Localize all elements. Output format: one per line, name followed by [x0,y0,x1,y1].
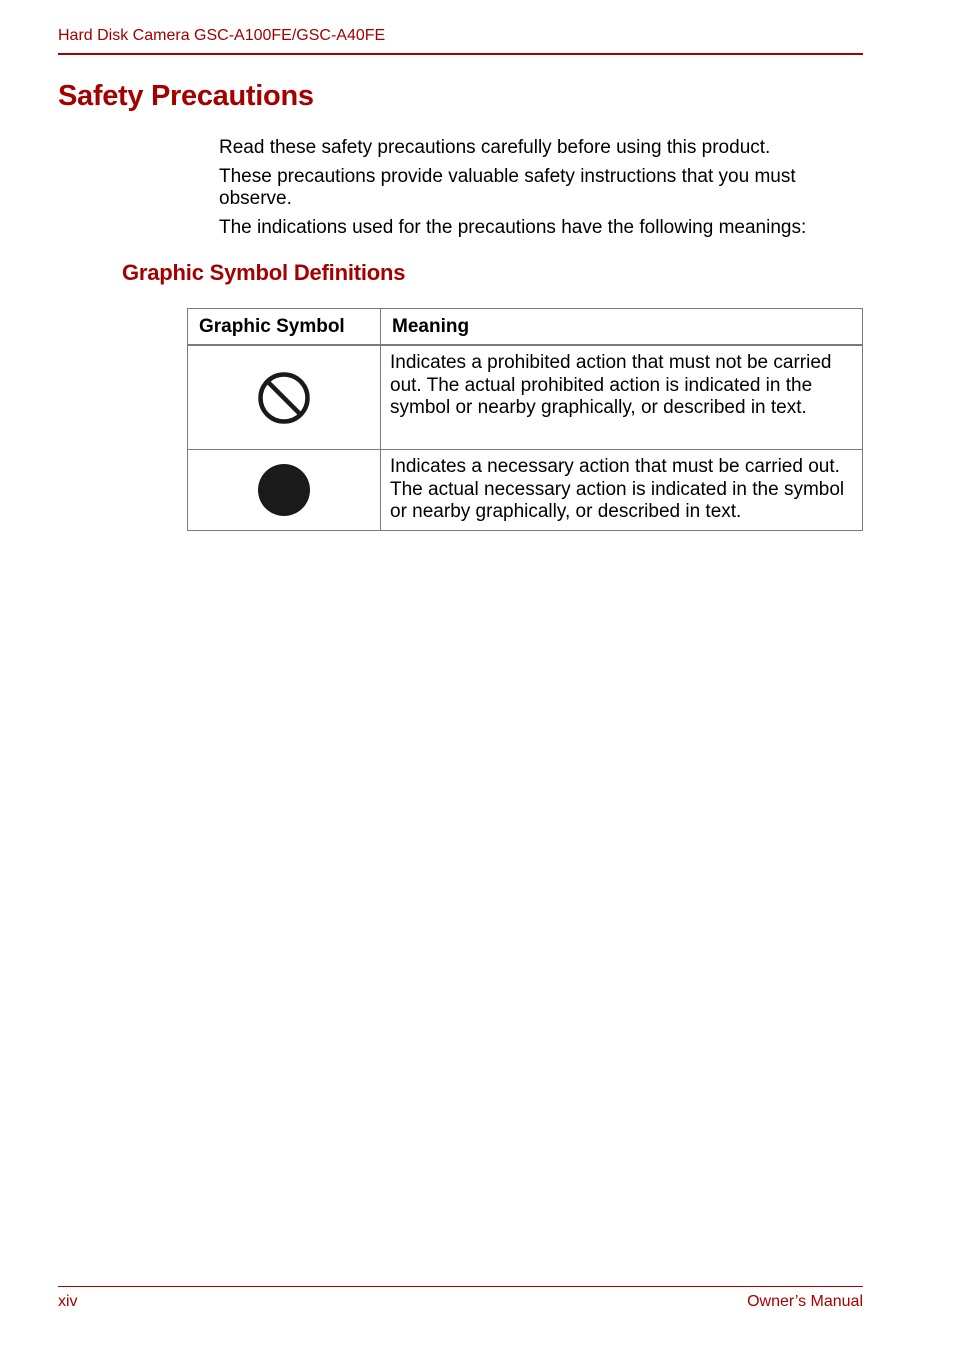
page-number: xiv [58,1293,78,1310]
prohibited-icon [257,371,311,425]
symbol-definitions-table [187,308,863,531]
intro-paragraph: Read these safety precautions carefully before using this product. [219,137,771,158]
running-header: Hard Disk Camera GSC-A100FE/GSC-A40FE [58,27,386,44]
footer-divider [58,1286,863,1287]
meaning-cell: Indicates a prohibited action that must not be carried out. The actual prohibited action is indicated in the symbol or nearby graphically, or described in text. [381,345,863,450]
meaning-cell: Indicates a necessary action that must be carried out. The actual necessary action is indicated in the symbol or nearby graphically, or described in text. [381,450,863,531]
column-header-symbol: Graphic Symbol [188,309,381,346]
section-title: Graphic Symbol Definitions [122,260,406,285]
intro-paragraph: These precautions provide valuable safety instructions that you must observe. [219,166,796,209]
table-row [188,450,863,531]
symbol-cell [188,345,381,450]
table-row [188,345,863,450]
page-title: Safety Precautions [58,80,314,112]
manual-name: Owner’s Manual [747,1293,863,1310]
table-header-row [188,309,863,346]
header-divider [58,53,863,55]
column-header-meaning: Meaning [381,309,863,346]
mandatory-action-icon [257,463,311,517]
intro-paragraph: The indications used for the precautions have the following meanings: [219,217,807,238]
symbol-cell [188,450,381,531]
intro-text [219,137,859,246]
